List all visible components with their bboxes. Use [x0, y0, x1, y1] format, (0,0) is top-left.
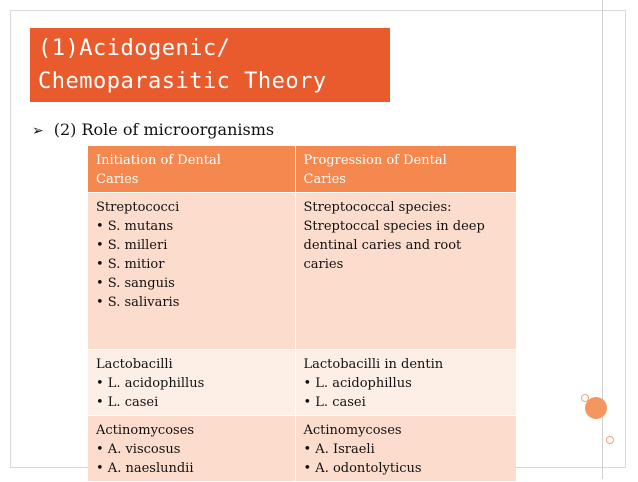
cell-initiation-lactobacilli: Lactobacilli • L. acidophillus • L. casei: [88, 350, 295, 416]
cell-progression-actinomycoses: Actinomycoses • A. Israeli • A. odontolyticus: [295, 416, 516, 482]
cell-progression-streptococci: Streptococcal species: Streptoccal species in deep dentinal caries and root caries: [295, 193, 516, 350]
title-line-1: (1)Acidogenic/: [38, 36, 231, 61]
header-progression: Progression of Dental Caries: [295, 146, 516, 193]
table-row: [88, 193, 516, 350]
cell-initiation-streptococci: Streptococci • S. mutans • S. milleri • S. mitior • S. sanguis • S. salivaris: [88, 193, 295, 350]
bullet-point: [32, 120, 274, 139]
title-line-2: Chemoparasitic Theory: [38, 69, 327, 94]
cell-initiation-actinomycoses: Actinomycoses • A. viscosus • A. naeslundii: [88, 416, 295, 482]
table-row: [88, 416, 516, 482]
header-initiation: Initiation of Dental Caries: [88, 146, 295, 193]
microorganisms-table: [88, 146, 516, 482]
decorative-small-circle-icon: [606, 436, 614, 444]
table-row: [88, 350, 516, 416]
decorative-orange-circle-icon: [585, 397, 607, 419]
arrow-bullet-icon: ➢: [32, 123, 44, 139]
cell-progression-lactobacilli: Lactobacilli in dentin • L. acidophillus • L. casei: [295, 350, 516, 416]
table-header-row: [88, 146, 516, 193]
slide-title: [30, 28, 390, 102]
bullet-text: (2) Role of microorganisms: [53, 120, 275, 139]
